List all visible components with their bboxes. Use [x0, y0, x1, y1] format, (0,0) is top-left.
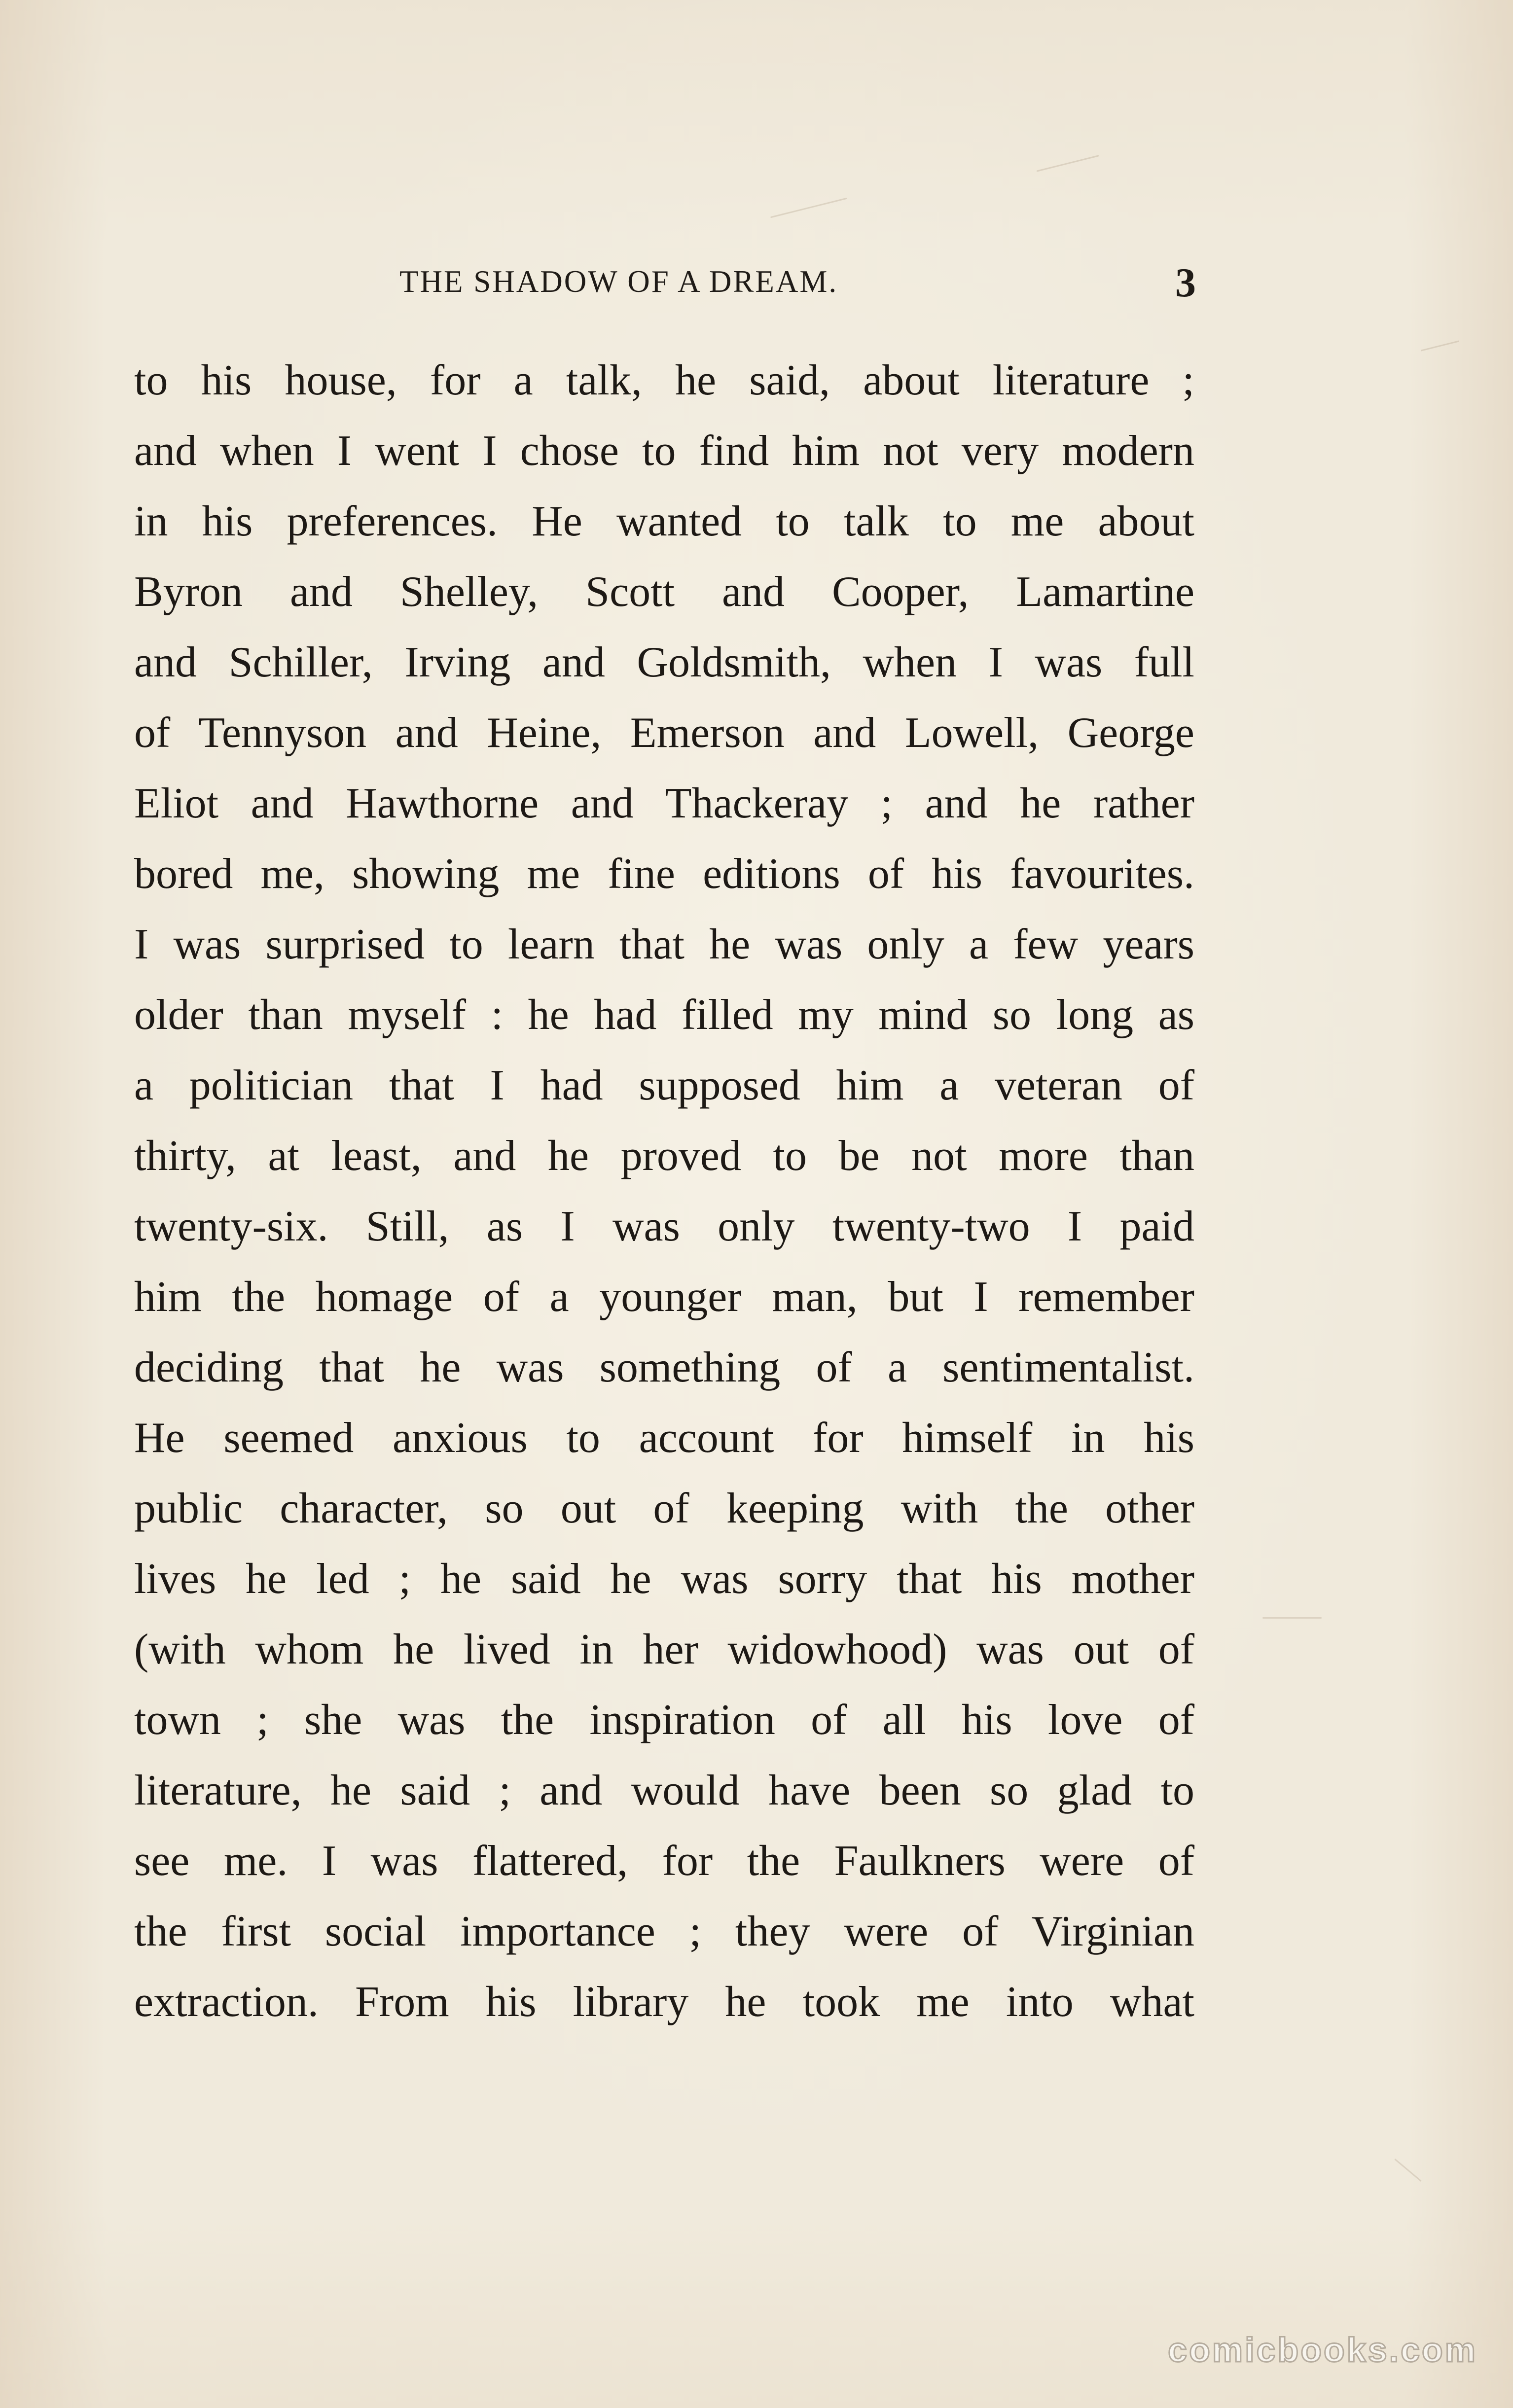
- text-line: town ; she was the inspiration of all his love of: [134, 1696, 1194, 1744]
- text-line: of Tennyson and Heine, Emerson and Lowell, George: [134, 709, 1194, 757]
- text-line: extraction. From his library he took me into what: [134, 1978, 1194, 2026]
- text-line: twenty-six. Still, as I was only twenty-two I paid: [134, 1203, 1194, 1250]
- text-line: thirty, at least, and he proved to be not more than: [134, 1132, 1194, 1180]
- text-line: older than myself : he had filled my mind so long as: [134, 991, 1194, 1039]
- running-head: [399, 259, 1196, 308]
- text-line: Eliot and Hawthorne and Thackeray ; and he rather: [134, 779, 1194, 827]
- paper-speck: [1421, 340, 1459, 351]
- watermark-logo: comicbooks.com: [1168, 2331, 1477, 2369]
- text-line: Byron and Shelley, Scott and Cooper, Lamartine: [134, 568, 1194, 616]
- text-line: bored me, showing me fine editions of his favourites.: [134, 850, 1194, 898]
- page-number: 3: [1175, 260, 1196, 306]
- paper-speck: [1037, 155, 1099, 172]
- text-line: see me. I was flattered, for the Faulkners were of: [134, 1837, 1194, 1885]
- paper-speck: [770, 198, 847, 218]
- running-title: THE SHADOW OF A DREAM.: [399, 264, 838, 299]
- text-line: to his house, for a talk, he said, about literature ;: [134, 356, 1194, 404]
- text-line: and Schiller, Irving and Goldsmith, when I was full: [134, 638, 1194, 686]
- text-line: lives he led ; he said he was sorry that his mother: [134, 1555, 1194, 1603]
- text-line: and when I went I chose to find him not very modern: [134, 427, 1194, 475]
- paper-speck: [1262, 1617, 1322, 1619]
- text-line: in his preferences. He wanted to talk to me about: [134, 497, 1194, 545]
- text-line: public character, so out of keeping with the other: [134, 1485, 1194, 1532]
- body-text: [134, 345, 1194, 2037]
- text-line: literature, he said ; and would have been so glad to: [134, 1767, 1194, 1814]
- text-line: the first social importance ; they were of Virginian: [134, 1908, 1194, 1955]
- text-line: He seemed anxious to account for himself in his: [134, 1414, 1194, 1462]
- text-line: a politician that I had supposed him a veteran of: [134, 1062, 1194, 1109]
- text-line: him the homage of a younger man, but I remember: [134, 1273, 1194, 1321]
- paper-speck: [1394, 2159, 1422, 2182]
- text-line: deciding that he was something of a sentimentalist.: [134, 1344, 1194, 1391]
- text-line: (with whom he lived in her widowhood) was out of: [134, 1626, 1194, 1673]
- text-line: I was surprised to learn that he was only a few years: [134, 921, 1194, 968]
